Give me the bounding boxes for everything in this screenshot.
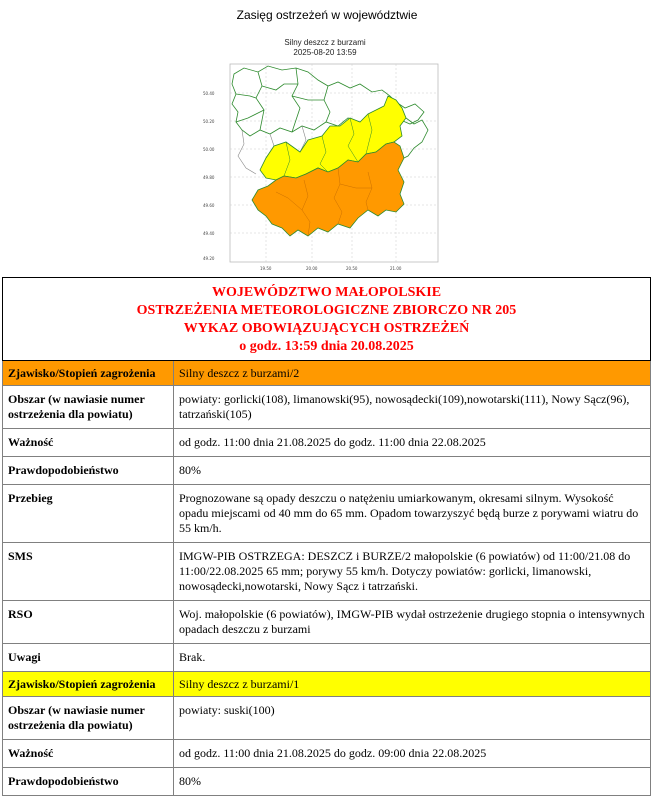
course-value: Prognozowane są opady deszczu o natężeniu umiarkowanym, okresami silnym. Wysokość opadu miejscami od 40 mm do 65 mm. Opadom towarzyszyć będą burze z porywami wiatru do 55 km/h. xyxy=(174,485,651,543)
x-tick-label: 20.00 xyxy=(306,266,318,271)
table-row xyxy=(3,485,651,543)
validity-value: od godz. 11:00 dnia 21.08.2025 do godz. 11:00 dnia 22.08.2025 xyxy=(174,429,651,457)
label-validity: Ważność xyxy=(3,740,174,768)
area-value: powiaty: gorlicki(108), limanowski(95), nowosądecki(109),nowotarski(111), Nowy Sącz(96), tatrzański(105) xyxy=(174,386,651,429)
y-tick-label: 49.20 xyxy=(203,256,215,261)
label-phenomenon: Zjawisko/Stopień zagrożenia xyxy=(3,672,174,697)
table-row xyxy=(3,740,651,768)
y-tick-label: 50.20 xyxy=(203,119,215,124)
table-row xyxy=(3,768,651,796)
probability-value: 80% xyxy=(174,457,651,485)
rso-value: Woj. małopolskie (6 powiatów), IMGW-PIB wydał ostrzeżenie drugiego stopnia o intensywnych opadach deszczu z burzami xyxy=(174,601,651,644)
x-tick-label: 19.50 xyxy=(260,266,272,271)
table-header xyxy=(3,278,651,361)
table-row xyxy=(3,697,651,740)
area-value: powiaty: suski(100) xyxy=(174,697,651,740)
header-line: WYKAZ OBOWIĄZUJĄCYCH OSTRZEŻEŃ xyxy=(183,321,470,336)
y-tick-label: 49.60 xyxy=(203,203,215,208)
map-svg xyxy=(200,60,450,272)
y-tick-label: 49.80 xyxy=(203,175,215,180)
y-tick-label: 49.40 xyxy=(203,231,215,236)
table-row xyxy=(3,361,651,386)
table-row xyxy=(3,644,651,672)
phenomenon-value: Silny deszcz z burzami/1 xyxy=(174,672,651,697)
notes-value: Brak. xyxy=(174,644,651,672)
x-tick-label: 20.50 xyxy=(346,266,358,271)
label-sms: SMS xyxy=(3,543,174,601)
x-tick-label: 21.00 xyxy=(390,266,402,271)
table-row xyxy=(3,543,651,601)
header-line: WOJEWÓDZTWO MAŁOPOLSKIE xyxy=(211,285,442,300)
y-tick-label: 50.40 xyxy=(203,91,215,96)
label-phenomenon: Zjawisko/Stopień zagrożenia xyxy=(3,361,174,386)
header-line: o godz. 13:59 dnia 20.08.2025 xyxy=(239,339,414,354)
table-row xyxy=(3,386,651,429)
label-probability: Prawdopodobieństwo xyxy=(3,457,174,485)
warnings-table xyxy=(2,277,651,796)
phenomenon-value: Silny deszcz z burzami/2 xyxy=(174,361,651,386)
map-title: Silny deszcz z burzami xyxy=(284,38,366,47)
page-title: Zasięg ostrzeżeń w województwie xyxy=(236,8,418,22)
label-area: Obszar (w nawiasie numer ostrzeżenia dla powiatu) xyxy=(3,697,174,740)
label-course: Przebieg xyxy=(3,485,174,543)
map-title-block xyxy=(200,38,450,58)
validity-value: od godz. 11:00 dnia 21.08.2025 do godz. 09:00 dnia 22.08.2025 xyxy=(174,740,651,768)
table-row xyxy=(3,601,651,644)
label-probability: Prawdopodobieństwo xyxy=(3,768,174,796)
table-row xyxy=(3,672,651,697)
table-row xyxy=(3,429,651,457)
y-tick-label: 50.00 xyxy=(203,147,215,152)
probability-value: 80% xyxy=(174,768,651,796)
label-validity: Ważność xyxy=(3,429,174,457)
label-rso: RSO xyxy=(3,601,174,644)
label-area: Obszar (w nawiasie numer ostrzeżenia dla powiatu) xyxy=(3,386,174,429)
label-notes: Uwagi xyxy=(3,644,174,672)
sms-value: IMGW-PIB OSTRZEGA: DESZCZ i BURZE/2 małopolskie (6 powiatów) od 11:00/21.08 do 11:00/22.08.2025 65 mm; porywy 55 km/h. Dotyczy powiatów: gorlicki, limanowski, nowosądecki,nowotarski, Nowy Sącz i tatrzański. xyxy=(174,543,651,601)
header-line: OSTRZEŻENIA METEOROLOGICZNE ZBIORCZO NR 205 xyxy=(136,303,517,318)
map-datetime: 2025-08-20 13:59 xyxy=(293,48,357,57)
table-row xyxy=(3,457,651,485)
warning-map xyxy=(200,38,450,272)
